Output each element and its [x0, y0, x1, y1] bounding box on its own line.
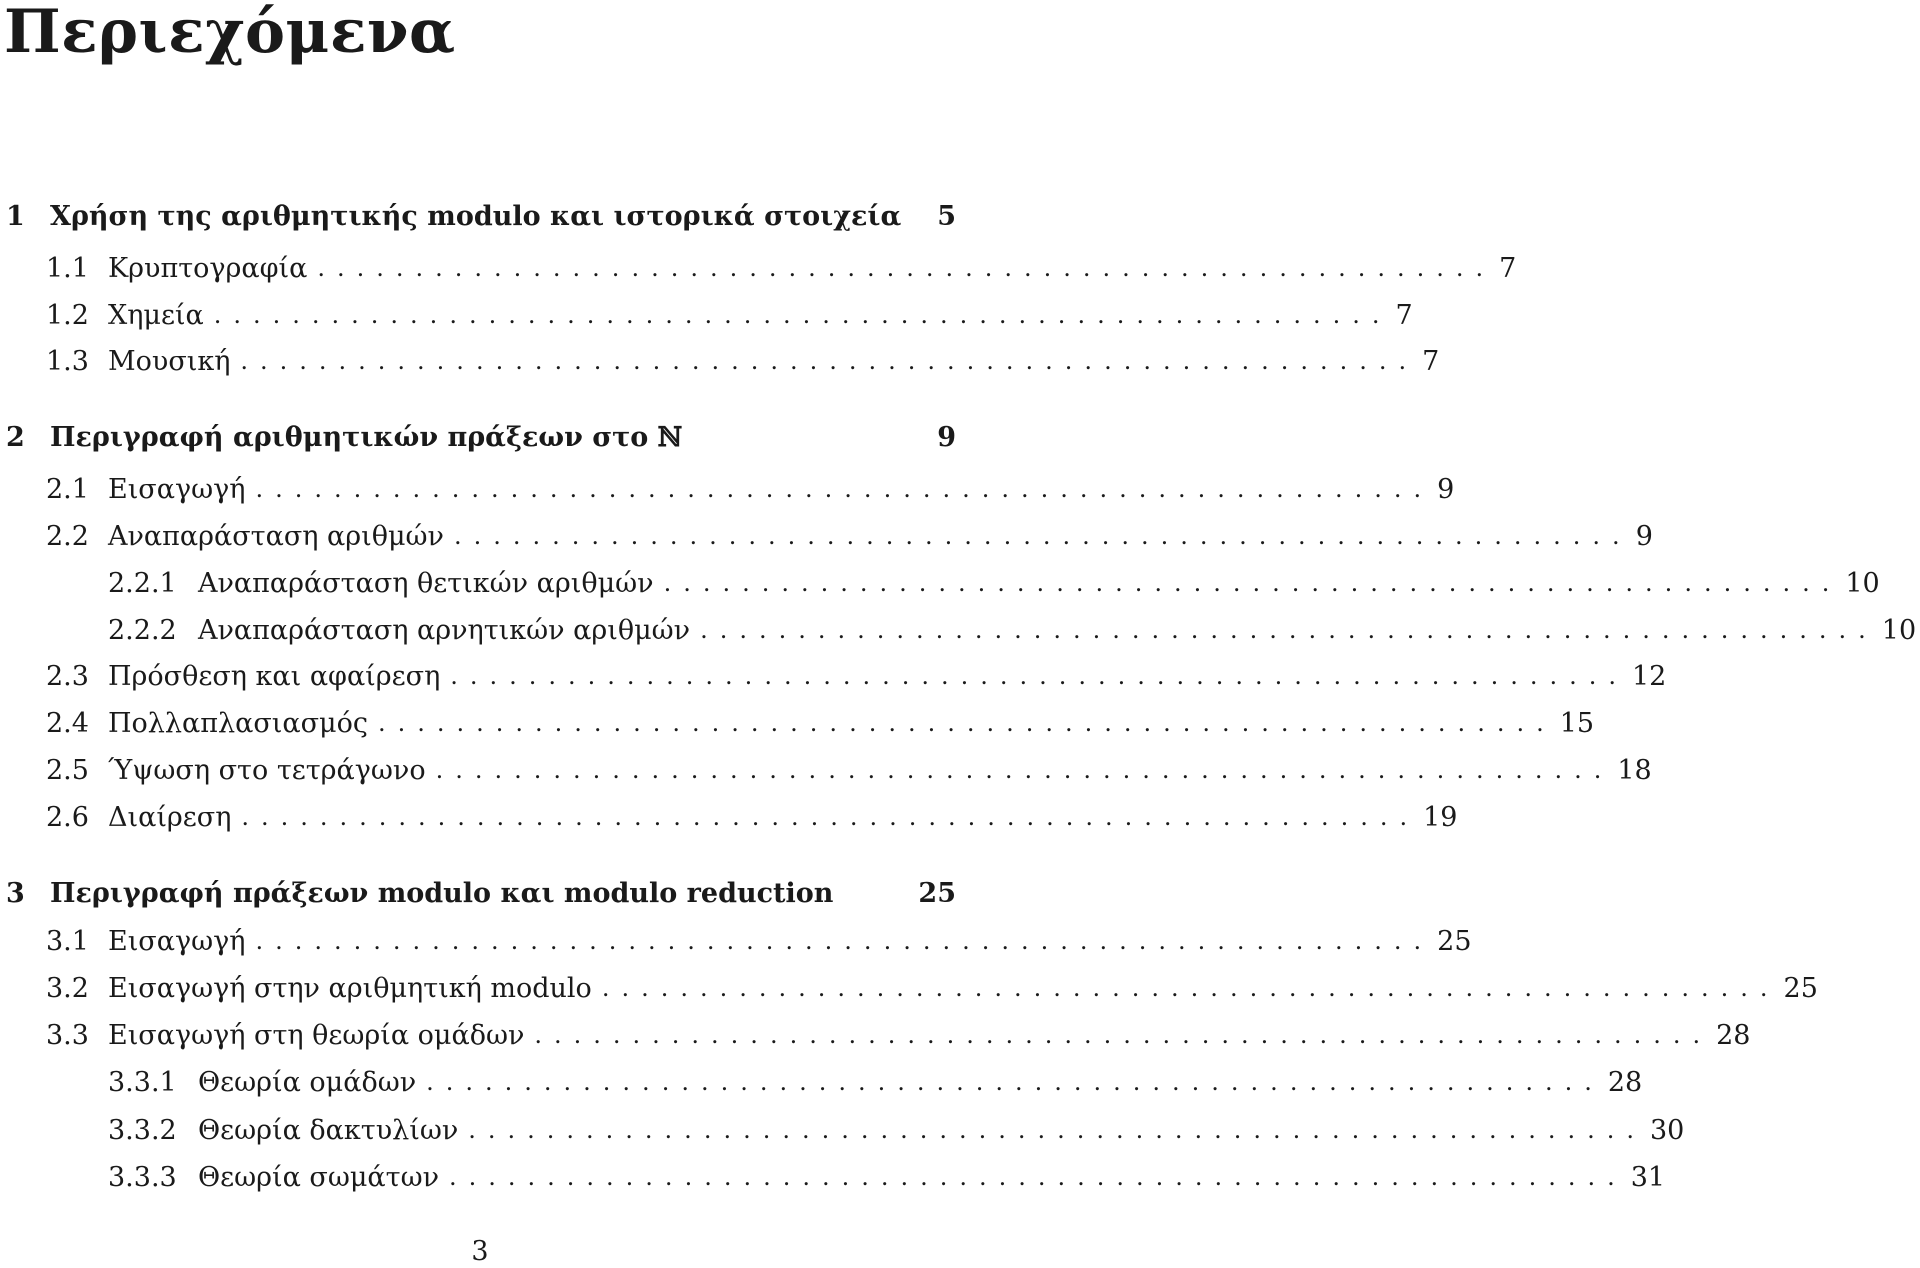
toc-entry-label: Αναπαράσταση θετικών αριθμών: [198, 567, 654, 599]
page-title: Περιεχόμενα: [4, 0, 456, 67]
toc-entry-section[interactable]: [0, 921, 1472, 961]
toc-entry-number: 3.3.3: [108, 1161, 177, 1193]
toc-entry-page: 7: [1395, 299, 1413, 331]
toc-entry-page: 30: [1650, 1114, 1685, 1146]
toc-entry-label: Εισαγωγή: [108, 473, 246, 505]
toc-entry-number: 3.2: [46, 972, 89, 1004]
toc-entry-page: 28: [1607, 1066, 1643, 1098]
toc-leader-dots: ............................................................: [255, 927, 1434, 955]
toc-entry-number: 3: [6, 877, 25, 909]
toc-entry-subsection[interactable]: [0, 563, 1880, 603]
toc-entry-number: 3.1: [46, 925, 89, 957]
toc-entry-section[interactable]: [0, 797, 1458, 837]
toc-entry-subsection[interactable]: [0, 1157, 1666, 1197]
toc-entry-label: Διαίρεση: [108, 801, 232, 833]
toc-entry-page: 7: [1422, 345, 1440, 377]
toc-entry-page: 12: [1631, 660, 1667, 692]
toc-entry-page: 7: [1499, 252, 1517, 284]
toc-entry-chapter[interactable]: [0, 417, 960, 457]
toc-entry-label: Θεωρία σωμάτων: [198, 1161, 440, 1193]
toc-entry-page: 9: [1635, 520, 1653, 552]
toc-entry-number: 1.3: [46, 345, 89, 377]
toc-entry-section[interactable]: [0, 750, 1652, 790]
toc-entry-page: 25: [918, 877, 956, 909]
toc-entry-chapter[interactable]: [0, 873, 960, 913]
toc-leader-dots: ............................................................: [449, 1163, 1627, 1191]
toc-entry-label: Αναπαράσταση αριθμών: [108, 520, 444, 552]
toc-entry-section[interactable]: [0, 703, 1595, 743]
toc-leader-dots: ............................................................: [534, 1021, 1713, 1049]
toc-entry-label: Περιγραφή πράξεων modulo και modulo reduction: [50, 877, 834, 909]
toc-entry-page: 19: [1423, 801, 1458, 833]
toc-entry-label: Εισαγωγή στη θεωρία ομάδων: [108, 1019, 525, 1051]
toc-entry-label: Πρόσθεση και αφαίρεση: [108, 660, 441, 692]
toc-entry-section[interactable]: [0, 295, 1413, 335]
toc-entry-label: Εισαγωγή στην αριθμητική modulo: [108, 972, 592, 1004]
toc-entry-number: 1.2: [46, 299, 89, 331]
toc-entry-page: 25: [1437, 925, 1472, 957]
toc-entry-label: Θεωρία δακτυλίων: [198, 1114, 459, 1146]
toc-entry-label: Εισαγωγή: [108, 925, 246, 957]
toc-entry-section[interactable]: [0, 516, 1653, 556]
toc-leader-dots: ............................................................: [601, 974, 1780, 1002]
toc-entry-page: 15: [1559, 707, 1595, 739]
toc-entry-number: 2.5: [46, 754, 89, 786]
toc-entry-number: 3.3.2: [108, 1114, 177, 1146]
toc-leader-dots: ............................................................: [255, 475, 1434, 503]
toc-entry-label: Ύψωση στο τετράγωνο: [108, 754, 426, 786]
toc-entry-page: 18: [1617, 754, 1652, 786]
toc-entry-number: 2.2.1: [108, 567, 177, 599]
toc-entry-subsection[interactable]: [0, 1062, 1643, 1102]
toc-entry-label: Χημεία: [108, 299, 204, 331]
toc-leader-dots: ............................................................: [663, 569, 1842, 597]
toc-entry-label: Πολλαπλασιασμός: [108, 707, 368, 739]
toc-leader-dots: ............................................................: [468, 1116, 1646, 1144]
toc-entry-label: Περιγραφή αριθμητικών πράξεων στο ℕ: [50, 421, 683, 453]
toc-leader-dots: ............................................................: [213, 301, 1392, 329]
toc-entry-section[interactable]: [0, 656, 1667, 696]
toc-entry-section[interactable]: [0, 1015, 1751, 1055]
toc-entry-page: 31: [1630, 1161, 1666, 1193]
toc-entry-page: 9: [1437, 473, 1455, 505]
toc-entry-page: 28: [1716, 1019, 1751, 1051]
toc-entry-page: 10: [1845, 567, 1880, 599]
toc-leader-dots: ............................................................: [426, 1068, 1604, 1096]
toc-entry-label: Θεωρία ομάδων: [198, 1066, 417, 1098]
toc-entry-number: 2.2.2: [108, 614, 177, 646]
toc-entry-number: 2.3: [46, 660, 89, 692]
toc-entry-number: 3.3.1: [108, 1066, 177, 1098]
toc-entry-number: 2: [6, 421, 25, 453]
toc-entry-chapter[interactable]: [0, 196, 960, 236]
toc-entry-number: 1: [6, 200, 25, 232]
toc-entry-section[interactable]: [0, 341, 1440, 381]
toc-entry-page: 9: [937, 421, 956, 453]
toc-entry-label: Μουσική: [108, 345, 231, 377]
toc-leader-dots: ............................................................: [317, 254, 1496, 282]
toc-entry-section[interactable]: [0, 248, 1517, 288]
toc-entry-section[interactable]: [0, 968, 1818, 1008]
toc-leader-dots: ............................................................: [700, 616, 1878, 644]
toc-entry-number: 3.3: [46, 1019, 89, 1051]
toc-entry-number: 2.4: [46, 707, 89, 739]
toc-entry-subsection[interactable]: [0, 1110, 1685, 1150]
toc-entry-label: Κρυπτογραφία: [108, 252, 308, 284]
page-number: 3: [471, 1236, 489, 1267]
toc-entry-subsection[interactable]: [0, 610, 1917, 650]
toc-leader-dots: ............................................................: [240, 347, 1419, 375]
toc-entry-label: Χρήση της αριθμητικής modulo και ιστορικά στοιχεία: [50, 200, 902, 232]
toc-entry-page: 25: [1783, 972, 1818, 1004]
toc-leader-dots: ............................................................: [453, 522, 1632, 550]
toc-entry-number: 1.1: [46, 252, 89, 284]
toc-entry-number: 2.2: [46, 520, 89, 552]
toc-leader-dots: ............................................................: [377, 709, 1556, 737]
toc-entry-number: 2.6: [46, 801, 89, 833]
toc-leader-dots: ............................................................: [435, 756, 1614, 784]
toc-entry-page: 5: [937, 200, 956, 232]
toc-leader-dots: ............................................................: [450, 662, 1628, 690]
toc-entry-page: 10: [1881, 614, 1917, 646]
toc-entry-number: 2.1: [46, 473, 89, 505]
toc-entry-section[interactable]: [0, 469, 1455, 509]
toc-entry-label: Αναπαράσταση αρνητικών αριθμών: [198, 614, 691, 646]
toc-leader-dots: ............................................................: [241, 803, 1420, 831]
